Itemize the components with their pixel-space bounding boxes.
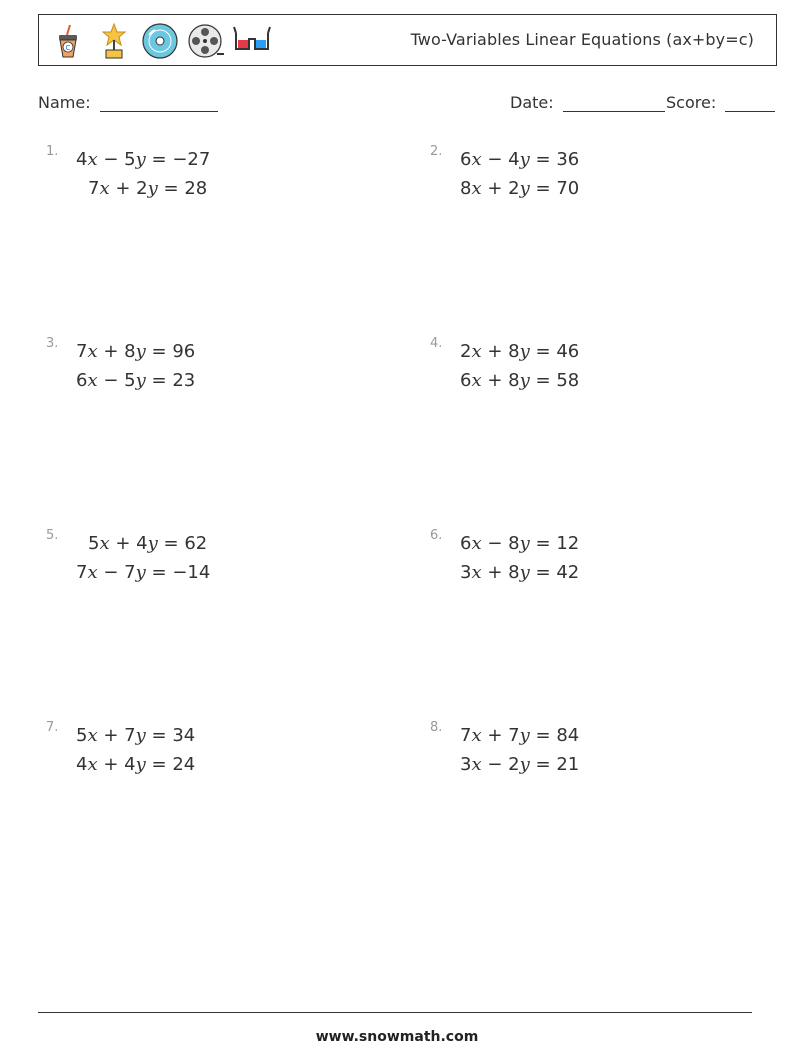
equation-2: 8x + 2y = 70	[460, 178, 580, 199]
equation-1: 5x + 7y = 34	[76, 725, 196, 746]
footer-website: www.snowmath.com	[315, 1029, 479, 1045]
score-label: Score:	[666, 93, 717, 112]
equation-1: 5x + 4y = 62	[88, 533, 208, 554]
equation-1: 2x + 8y = 46	[460, 341, 580, 362]
equation-2: 4x + 4y = 24	[76, 754, 196, 775]
equation-1: 7x + 8y = 96	[76, 341, 196, 362]
equation-2: 6x + 8y = 58	[460, 370, 580, 391]
name-blank	[100, 93, 218, 112]
problem-number: 1.	[46, 144, 59, 159]
problem-8	[430, 720, 730, 790]
equation-1: 7x + 7y = 84	[460, 725, 580, 746]
problem-1	[46, 144, 346, 214]
problem-number: 4.	[430, 336, 443, 351]
problem-number: 2.	[430, 144, 443, 159]
name-label: Name:	[38, 93, 91, 112]
footer-divider	[38, 1012, 752, 1013]
date-label: Date:	[510, 93, 554, 112]
problem-number: 6.	[430, 528, 443, 543]
worksheet-title: Two-Variables Linear Equations (ax+by=c)	[410, 30, 754, 49]
header-icons	[49, 20, 271, 62]
equation-1: 6x − 8y = 12	[460, 533, 580, 554]
worksheet-header	[38, 14, 777, 66]
problem-2	[430, 144, 730, 214]
equation-2: 7x − 7y = −14	[76, 562, 211, 583]
equation-1: 4x − 5y = −27	[76, 149, 211, 170]
problem-3	[46, 336, 346, 406]
equation-2: 3x + 8y = 42	[460, 562, 580, 583]
score-blank	[725, 93, 775, 112]
problem-5	[46, 528, 346, 598]
svg-text:C: C	[65, 44, 71, 52]
problem-4	[430, 336, 730, 406]
drink-cup-icon	[49, 21, 87, 61]
problem-number: 7.	[46, 720, 59, 735]
equation-1: 6x − 4y = 36	[460, 149, 580, 170]
problem-number: 5.	[46, 528, 59, 543]
problem-7	[46, 720, 346, 790]
equation-2: 3x − 2y = 21	[460, 754, 580, 775]
equation-2: 7x + 2y = 28	[88, 178, 208, 199]
disc-icon	[141, 21, 179, 61]
equation-2: 6x − 5y = 23	[76, 370, 196, 391]
problem-number: 8.	[430, 720, 443, 735]
film-reel-icon	[187, 21, 225, 61]
date-field	[510, 93, 665, 112]
date-blank	[563, 93, 665, 112]
trophy-icon	[95, 21, 133, 61]
problem-number: 3.	[46, 336, 59, 351]
problem-6	[430, 528, 730, 598]
score-field	[666, 93, 775, 112]
3d-glasses-icon	[233, 21, 271, 61]
name-field	[38, 93, 218, 112]
